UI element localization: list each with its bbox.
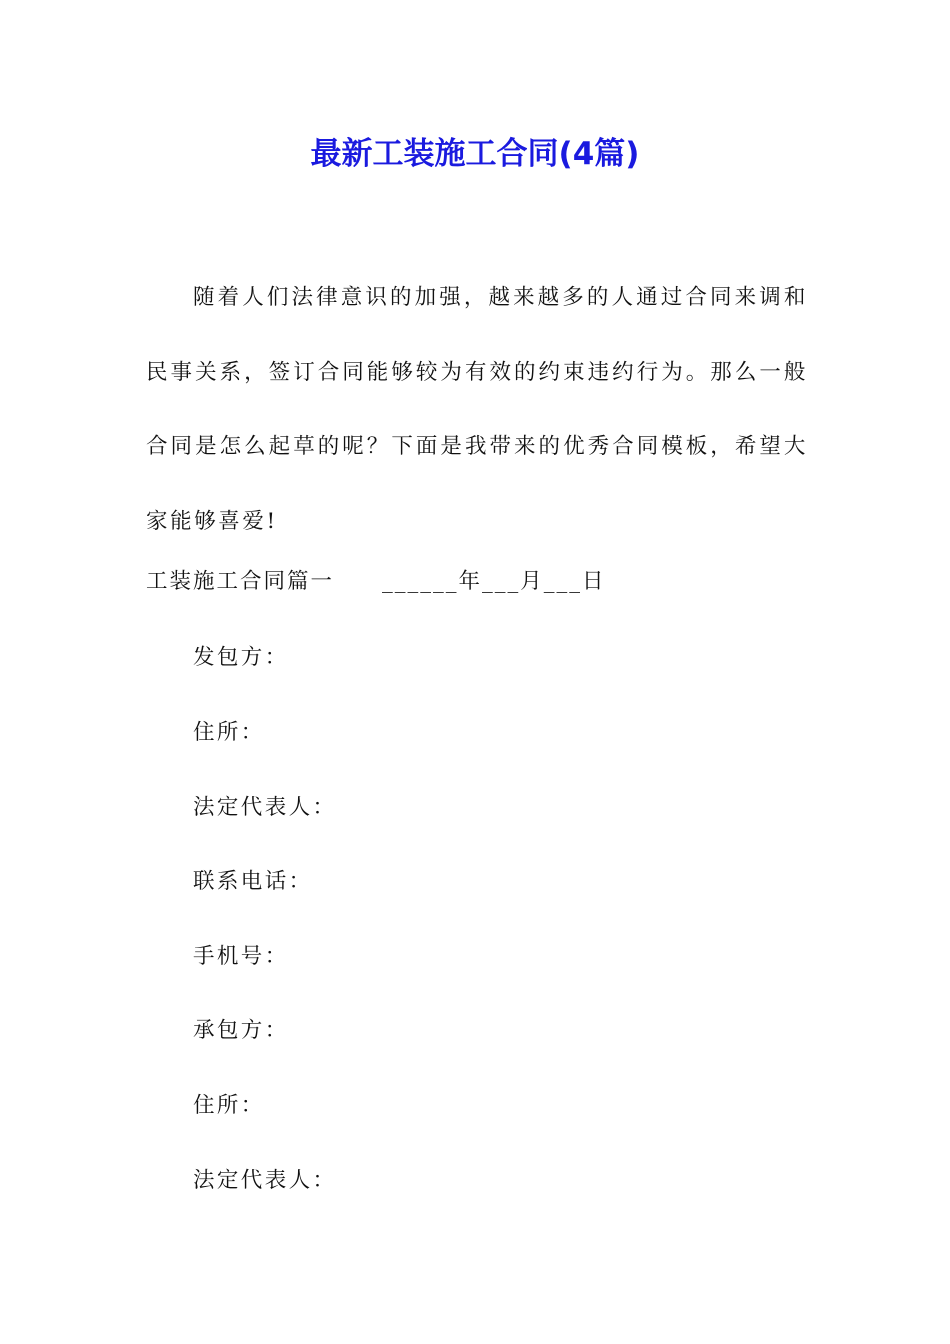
section-heading-line xyxy=(146,562,606,602)
date-line: ______年___月___日 xyxy=(382,569,606,594)
field-employer-mobile: 手机号： xyxy=(193,944,289,969)
field-contractor-address: 住所： xyxy=(193,1093,265,1118)
field-contractor: 承包方： xyxy=(193,1018,289,1043)
field-employer-phone: 联系电话： xyxy=(193,869,313,894)
intro-paragraph: 随着人们法律意识的加强，越来越多的人通过合同来调和民事关系，签订合同能够较为有效的约束违约行为。那么一般合同是怎么起草的呢？下面是我带来的优秀合同模板，希望大家能够喜爱! xyxy=(146,285,808,534)
field-contractor-legal-rep: 法定代表人： xyxy=(193,1168,337,1193)
section-heading: 工装施工合同篇一 xyxy=(146,569,335,594)
field-employer-address: 住所： xyxy=(193,720,265,745)
field-employer: 发包方： xyxy=(193,645,289,670)
field-employer-legal-rep: 法定代表人： xyxy=(193,795,337,820)
document-title: 最新工装施工合同(4篇) xyxy=(310,136,640,172)
